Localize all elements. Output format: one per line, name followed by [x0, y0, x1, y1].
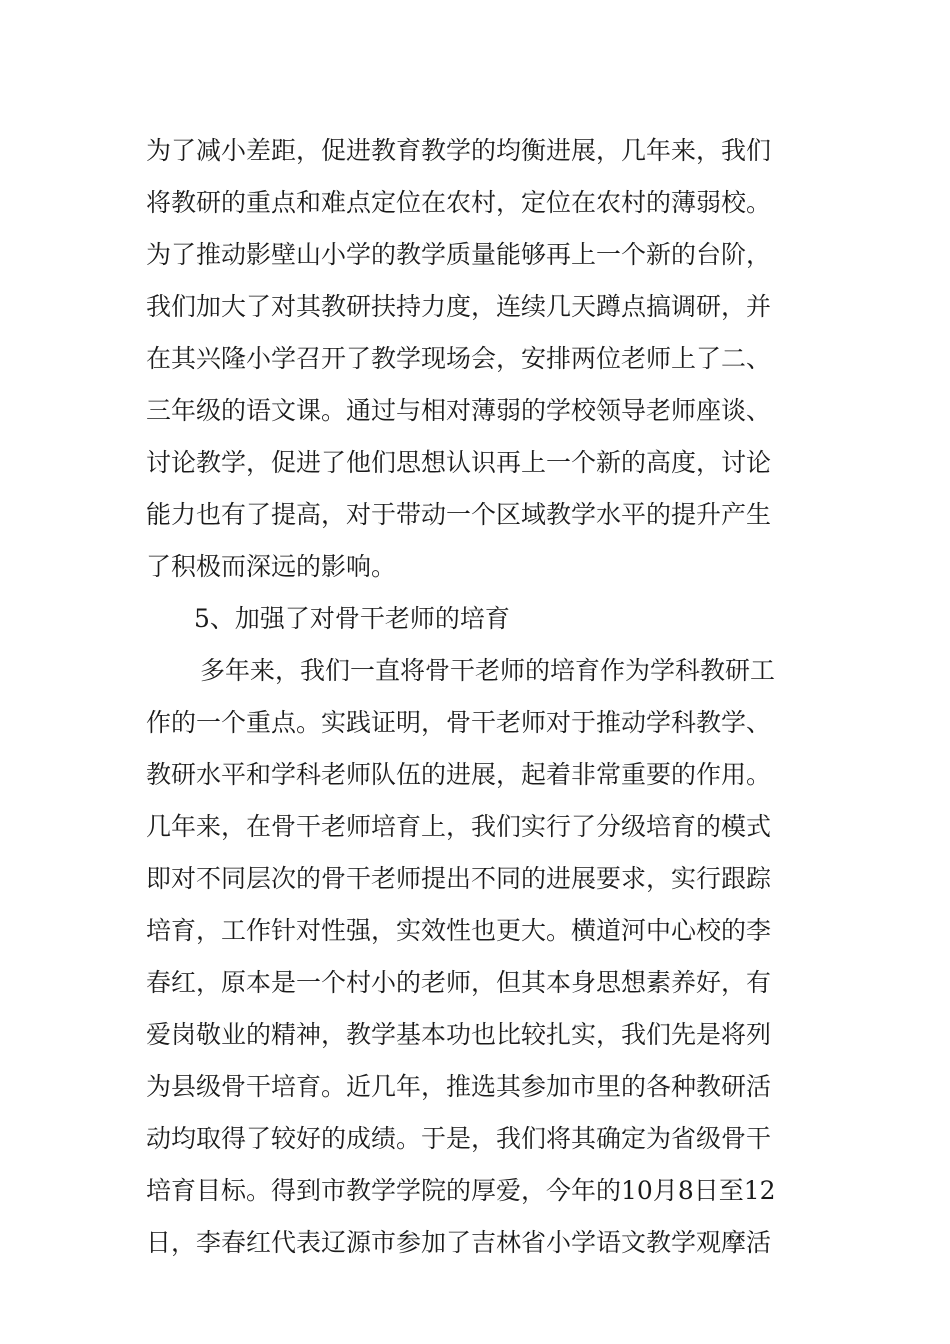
text-line: 将教研的重点和难点定位在农村，定位在农村的薄弱校。 — [146, 188, 772, 217]
text-line: 培育，工作针对性强，实效性也更大。横道河中心校的李 — [146, 916, 772, 945]
text-line: 春红，原本是一个村小的老师，但其本身思想素养好，有 — [146, 968, 772, 997]
paragraph-first-line: 多年来，我们一直将骨干老师的培育作为学科教研工 — [200, 656, 776, 685]
text-line: 日，李春红代表辽源市参加了吉林省小学语文教学观摩活 — [146, 1228, 772, 1257]
text-line: 教研水平和学科老师队伍的进展，起着非常重要的作用。 — [146, 760, 772, 789]
text-line: 培育目标。得到市教学学院的厚爱，今年的10月8日至12 — [146, 1176, 776, 1205]
text-line: 能力也有了提高，对于带动一个区域教学水平的提升产生 — [146, 500, 772, 529]
text-line: 作的一个重点。实践证明，骨干老师对于推动学科教学、 — [146, 708, 772, 737]
text-line: 我们加大了对其教研扶持力度，连续几天蹲点搞调研，并 — [146, 292, 772, 321]
text-line: 即对不同层次的骨干老师提出不同的进展要求，实行跟踪 — [146, 864, 772, 893]
text-line: 几年来，在骨干老师培育上，我们实行了分级培育的模式 — [146, 812, 772, 841]
text-line: 为了推动影壁山小学的教学质量能够再上一个新的台阶， — [146, 240, 772, 269]
text-line: 了积极而深远的影响。 — [146, 552, 397, 581]
text-line: 讨论教学，促进了他们思想认识再上一个新的高度，讨论 — [146, 448, 772, 477]
text-line: 动均取得了较好的成绩。于是，我们将其确定为省级骨干 — [146, 1124, 772, 1153]
text-line: 爱岗敬业的精神，教学基本功也比较扎实，我们先是将列 — [146, 1020, 772, 1049]
text-line: 在其兴隆小学召开了教学现场会，安排两位老师上了二、 — [146, 344, 772, 373]
text-line: 三年级的语文课。通过与相对薄弱的学校领导老师座谈、 — [146, 396, 772, 425]
text-line: 为了减小差距，促进教育教学的均衡进展，几年来，我们 — [146, 136, 772, 165]
text-line: 为县级骨干培育。近几年，推选其参加市里的各种教研活 — [146, 1072, 772, 1101]
section-heading: 5、加强了对骨干老师的培育 — [194, 604, 510, 633]
